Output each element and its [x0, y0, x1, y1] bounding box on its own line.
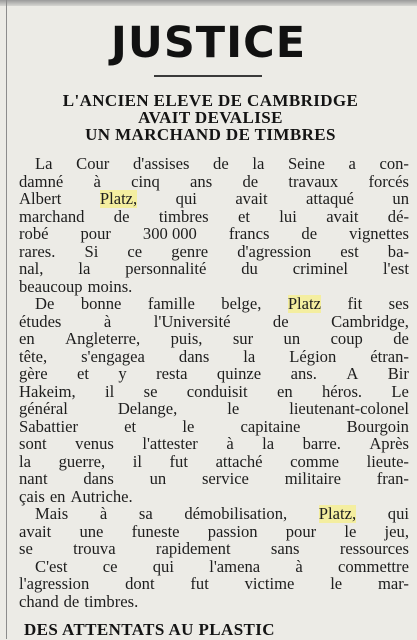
article-word: rapidement [155, 539, 231, 558]
article-line [19, 558, 409, 576]
article-word: l'agression [19, 574, 90, 593]
article-word: l'est [382, 259, 409, 278]
article-word: conduisit [186, 381, 248, 401]
article-word: puis, [170, 329, 203, 348]
article-line [19, 435, 409, 453]
article-word: victime [244, 574, 295, 593]
article-word: guerre, [58, 451, 106, 471]
article-word: commettre [337, 556, 409, 576]
article-word: belge, [221, 294, 262, 313]
article-line [19, 505, 409, 523]
article-word: qui [387, 504, 409, 523]
article-word: lieutenant-colonel [289, 399, 409, 418]
article-word: le [182, 416, 195, 436]
article-word: ans [190, 171, 213, 191]
article-word: de [272, 311, 289, 331]
article-word: Albert [19, 189, 62, 208]
article-line [19, 260, 409, 278]
article-word: sans [270, 539, 300, 558]
article-word: lui [279, 206, 297, 226]
article-word: avait [235, 189, 268, 208]
article-word: moins. [87, 276, 133, 296]
article-word: ce [102, 556, 118, 576]
article-word: jeu, [384, 521, 409, 541]
article-line [19, 593, 409, 611]
highlighted-word: Platz [287, 294, 322, 313]
article-word: Légion [289, 346, 337, 366]
article-word: avait [326, 206, 359, 226]
article-word: Autriche. [70, 486, 133, 506]
article-word: fut [169, 451, 188, 471]
article-word: De [35, 294, 55, 313]
article-word: Cambridge, [331, 311, 409, 331]
article-line [19, 190, 409, 208]
article-word: de [242, 171, 259, 191]
article-word: timbres. [84, 591, 139, 611]
article-word: en [49, 486, 66, 506]
article-word: dans [83, 469, 114, 488]
article-word: robé [19, 224, 49, 243]
article-word: coup [330, 329, 363, 348]
article-word: fit [347, 294, 363, 313]
article-line [19, 295, 409, 313]
top-border [0, 0, 417, 6]
article-word: à [93, 171, 101, 191]
article-line [19, 330, 409, 348]
article-word: rares. [19, 241, 56, 261]
article-word: marchand [19, 206, 85, 226]
article-word: la [243, 346, 256, 366]
article-word: à [99, 504, 108, 523]
article-word: A [346, 364, 359, 383]
article-word: qui [152, 556, 174, 576]
article-word: resta [156, 364, 188, 383]
article-word: s'engagea [81, 346, 145, 366]
article-word: capitaine [240, 416, 301, 436]
article-word: a [348, 154, 356, 173]
article-line [19, 243, 409, 261]
article-word: con- [379, 154, 409, 173]
article-word: lieute- [366, 451, 409, 471]
highlighted-word: Platz, [318, 504, 357, 523]
article-word: mar- [377, 574, 409, 593]
article-word: de [213, 154, 229, 173]
article-line [19, 225, 409, 243]
article-word: nant [19, 469, 48, 488]
article-word: héros. [321, 381, 363, 401]
article-word: attaqué [306, 189, 354, 208]
article-word: Mais [35, 504, 69, 523]
article-word: sa [138, 504, 153, 523]
article-word: il [105, 381, 115, 401]
article-word: une [79, 521, 104, 541]
article-word: dé- [387, 206, 409, 226]
headline-line: L'ANCIEN ELEVE DE CAMBRIDGE [62, 91, 359, 110]
article-word: ans. [290, 364, 317, 383]
article-word: Angleterre, [65, 329, 141, 348]
article-word: comme [290, 451, 339, 471]
article-word: de [113, 206, 130, 226]
article-word: d'agression [237, 241, 312, 261]
article-word: Sabattier [19, 416, 78, 436]
article-word: dont [125, 574, 155, 593]
next-article-headline: DES ATTENTATS AU PLASTIC [24, 620, 275, 639]
article-word: venus [75, 434, 114, 453]
article-word: La [35, 154, 53, 173]
article-word: beaucoup [19, 276, 83, 296]
article-word: sur [232, 329, 254, 348]
article-word: trouva [73, 539, 116, 558]
article-word: étran- [370, 346, 409, 366]
article-word: Si [84, 241, 99, 261]
article-word: démobilisation, [184, 504, 288, 523]
article-word: à [226, 434, 234, 453]
article-word: l'amena [209, 556, 261, 576]
article-word: et [77, 364, 89, 383]
article-line [19, 418, 409, 436]
article-word: quinze [216, 364, 262, 383]
article-line [19, 453, 409, 471]
article-word: sont [19, 434, 47, 453]
article-word: le [330, 574, 343, 593]
article-word: gère [19, 364, 48, 383]
article-word: avait [19, 521, 52, 541]
article-word: Après [369, 434, 409, 453]
headline-line: UN MARCHAND DE TIMBRES [85, 125, 336, 144]
article-word: ba- [387, 241, 409, 261]
article-word: famille [147, 294, 195, 313]
article-word: Cour [76, 154, 110, 173]
article-word: personnalité [125, 259, 207, 278]
article-word: de [63, 591, 80, 611]
article-word: cinq [131, 171, 160, 191]
article-word: Le [391, 381, 409, 401]
article-word: à [103, 311, 112, 331]
article-word: en [19, 329, 35, 348]
article-word: bonne [80, 294, 122, 313]
article-word: travaux [288, 171, 339, 191]
article-word: 300 000 [142, 224, 197, 243]
article-word: de [393, 329, 409, 348]
article-line [19, 523, 409, 541]
article-word: dans [178, 346, 210, 366]
article-line [19, 278, 409, 296]
article-word: çais [19, 486, 45, 506]
article-word: la [19, 451, 31, 471]
article-word: il [132, 451, 142, 471]
article-line [19, 540, 409, 558]
article-word: militaire [284, 469, 341, 488]
article-line [19, 383, 409, 401]
article-word: criminel [292, 259, 349, 278]
article-word: nal, [19, 259, 44, 278]
article-word: Bir [387, 364, 409, 383]
article-headline [10, 92, 411, 143]
article-body [19, 155, 409, 610]
article-word: études [19, 311, 62, 331]
article-word: la [78, 259, 91, 278]
article-line [19, 173, 409, 191]
article-word: timbres [158, 206, 209, 226]
article-word: fut [190, 574, 209, 593]
article-word: l'Université [153, 311, 231, 331]
article-word: ce [127, 241, 143, 261]
article-word: le [227, 399, 240, 418]
article-word: Delange, [117, 399, 178, 418]
article-word: barre. [302, 434, 341, 453]
article-word: service [201, 469, 249, 488]
article-word: Hakeim, [19, 381, 76, 401]
article-word: Bourgoin [346, 416, 409, 436]
article-word: se [19, 539, 33, 558]
article-word: un [149, 469, 167, 488]
article-word: qui [175, 189, 197, 208]
article-word: funeste [131, 521, 180, 541]
article-word: la [262, 434, 275, 453]
article-word: d'assises [132, 154, 190, 173]
article-word: chand [19, 591, 59, 611]
article-word: attaché [215, 451, 263, 471]
highlighted-word: Platz, [99, 189, 138, 208]
article-word: et [237, 206, 250, 226]
article-word: l'attester [142, 434, 198, 453]
title-rule [154, 75, 262, 77]
article-word: genre [171, 241, 209, 261]
article-word: de [301, 224, 318, 243]
article-word: ses [388, 294, 409, 313]
article-word: le [344, 521, 357, 541]
article-word: général [19, 399, 68, 418]
article-word: la [252, 154, 265, 173]
article-word: ressources [339, 539, 409, 558]
article-line [19, 488, 409, 506]
section-title: JUSTICE [110, 18, 307, 68]
article-line [19, 575, 409, 593]
article-line [19, 313, 409, 331]
article-word: et [124, 416, 137, 436]
article-word: pour [285, 521, 317, 541]
article-word: tête, [19, 346, 48, 366]
article-word: fran- [376, 469, 409, 488]
article-word: forcés [368, 171, 409, 191]
article-word: passion [207, 521, 258, 541]
article-line [19, 470, 409, 488]
column-rule [6, 0, 7, 639]
article-line [19, 155, 409, 173]
article-word: du [241, 259, 258, 278]
article-word: damné [19, 171, 64, 191]
article-word: C'est [35, 556, 68, 576]
article-word: un [392, 189, 409, 208]
article-line [19, 400, 409, 418]
headline-line: AVAIT DEVALISE [138, 108, 283, 127]
article-word: y [118, 364, 127, 383]
article-line [19, 208, 409, 226]
article-word: francs [228, 224, 270, 243]
article-line [19, 365, 409, 383]
article-word: vignettes [349, 224, 409, 243]
article-word: Seine [287, 154, 325, 173]
article-word: pour [80, 224, 111, 243]
article-word: se [143, 381, 158, 401]
article-word: à [295, 556, 303, 576]
article-word: un [283, 329, 301, 348]
article-word: en [276, 381, 293, 401]
article-line [19, 348, 409, 366]
article-word: est [340, 241, 359, 261]
